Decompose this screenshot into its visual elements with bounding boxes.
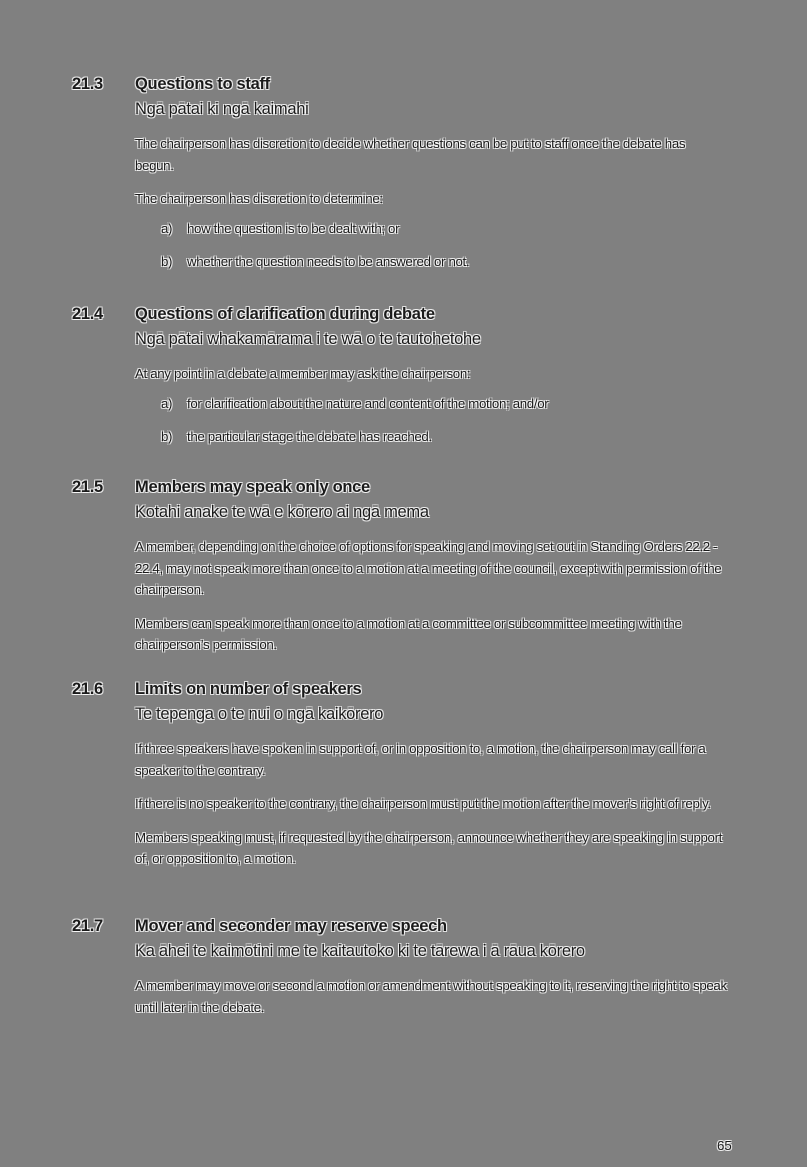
list-item xyxy=(135,251,742,273)
section-21-5 xyxy=(72,478,742,656)
list-marker: a) xyxy=(161,395,173,411)
section-subtitle-maori: Te tepenga o te nui o ngā kaikōrero xyxy=(135,705,384,723)
paragraph: A member, depending on the choice of options for speaking and moving set out in Standing Orders 22.2 - 22.4, may not speak more than once to a motion at a meeting of the council, except with permission of the chairperson. xyxy=(135,539,722,597)
section-number: 21.3 xyxy=(72,75,103,93)
ordered-list xyxy=(135,393,742,448)
list-item xyxy=(135,426,742,448)
section-subtitle-maori: Ka āhei te kaimōtini me te kaitautoko ki te tārewa i ā rāua kōrero xyxy=(135,942,585,960)
section-21-4 xyxy=(72,305,742,448)
section-title: Limits on number of speakers xyxy=(135,680,362,698)
section-heading xyxy=(72,917,742,939)
paragraph: The chairperson has discretion to determine: xyxy=(135,191,383,206)
paragraph: If three speakers have spoken in support of, or in opposition to, a motion, the chairperson may call for a speaker to the contrary. xyxy=(135,741,706,778)
list-marker: a) xyxy=(161,220,173,236)
list-item-text: the particular stage the debate has reached. xyxy=(187,429,432,444)
section-title: Members may speak only once xyxy=(135,478,370,496)
paragraph: If there is no speaker to the contrary, the chairperson must put the motion after the mover’s right of reply. xyxy=(135,796,711,811)
section-title: Questions to staff xyxy=(135,75,270,93)
section-21-3 xyxy=(72,75,742,273)
ordered-list xyxy=(135,218,742,273)
paragraph: At any point in a debate a member may ask the chairperson: xyxy=(135,366,471,381)
paragraph: Members speaking must, if requested by the chairperson, announce whether they are speaking in support of, or opposition to, a motion. xyxy=(135,829,723,866)
section-number: 21.7 xyxy=(72,917,103,935)
section-21-6 xyxy=(72,680,742,870)
section-subtitle-maori: Ngā pātai whakamārama i te wā o te tautohetohe xyxy=(135,330,481,348)
list-item xyxy=(135,393,742,415)
section-subtitle-maori: Ngā pātai ki ngā kaimahi xyxy=(135,100,309,118)
page-number: 65 xyxy=(717,1138,732,1153)
list-item xyxy=(135,218,742,240)
section-heading xyxy=(72,478,742,500)
section-heading xyxy=(72,75,742,97)
list-item-text: for clarification about the nature and content of the motion; and/or xyxy=(187,395,549,411)
section-heading xyxy=(72,305,742,327)
section-title: Questions of clarification during debate xyxy=(135,305,435,323)
section-number: 21.4 xyxy=(72,305,103,323)
section-title: Mover and seconder may reserve speech xyxy=(135,917,447,935)
section-number: 21.6 xyxy=(72,680,103,698)
list-marker: b) xyxy=(161,254,173,269)
list-marker: b) xyxy=(161,429,173,444)
section-heading xyxy=(72,680,742,702)
section-number: 21.5 xyxy=(72,478,103,496)
paragraph: A member may move or second a motion or amendment without speaking to it, reserving the right to speak until later in the debate. xyxy=(135,978,727,1015)
paragraph: Members can speak more than once to a motion at a committee or subcommittee meeting with the chairperson’s permission. xyxy=(135,615,682,652)
section-21-7 xyxy=(72,917,742,1018)
list-item-text: how the question is to be dealt with; or xyxy=(187,220,400,236)
paragraph: The chairperson has discretion to decide whether questions can be put to staff once the debate has begun. xyxy=(135,136,686,173)
section-subtitle-maori: Kotahi anake te wā e kōrero ai ngā mema xyxy=(135,503,429,521)
list-item-text: whether the question needs to be answered or not. xyxy=(187,254,470,269)
